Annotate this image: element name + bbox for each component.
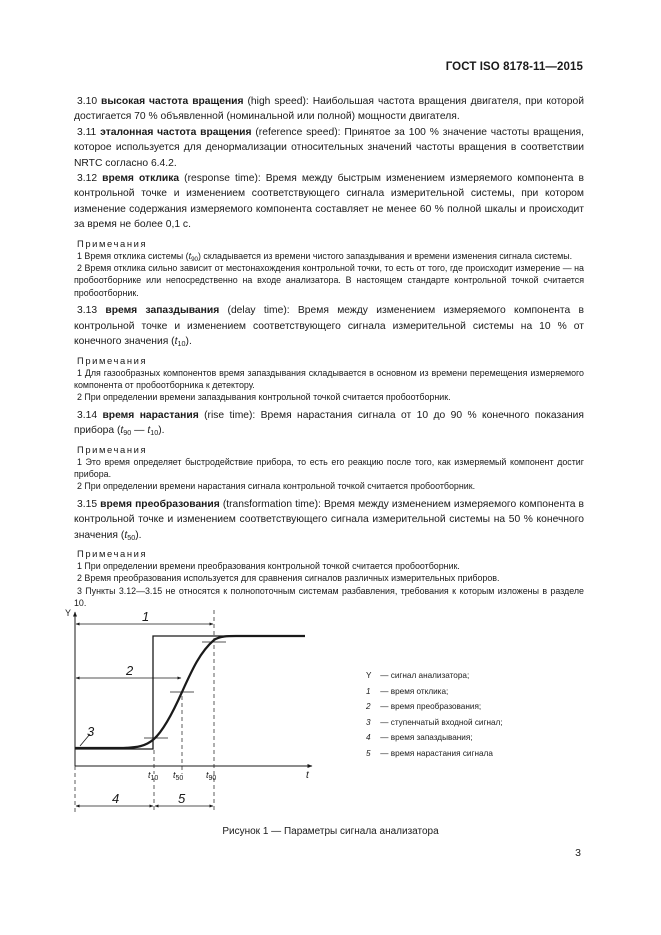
clause-text: (response time): Время между быстрым изменением измеряемого компонента в контрольной точке и изменением соответствующего сигнала измерительной системы, при котором изменение содержания измеряемого компонента составляет не менее 60 % полной шкалы и происходит за время не более 0,1 с. (74, 173, 584, 231)
note-3-12-2: 2 Время отклика сильно зависит от местонахождения контрольной точки, то есть от того, где происходит измерение — на пробоотборнике или непосредственно на входе анализатора. В настоящем стандарте контрольной точкой считается пробоотборник. (74, 263, 584, 298)
clause-3-10 (74, 94, 584, 125)
clause-number: 3.10 (77, 96, 98, 107)
note-3-12-1: 1 Время отклика системы $(t_{90})$ складывается из времени чистого запаздывания и времени изменения сигнала системы. (77, 250, 573, 263)
mark-4: 4 (112, 791, 120, 806)
clause-term: время запаздывания (105, 305, 220, 317)
analyzer-signal-figure (58, 600, 598, 830)
note-3-14-1: 1 Это время определяет быстродействие прибора, то есть его реакцию после того, как измеряемый компонент достиг прибора. (74, 456, 584, 479)
clause-number: 3.15 (77, 498, 98, 510)
clause-text: (reference speed): Принятое за 100 % значение частоты вращения, которое используется для денормализации относительных значений частоты вращения в соответствии NRTC согласно 6.4.2. (74, 126, 584, 169)
y-axis-label: Y (65, 608, 72, 618)
clause-term: время нарастания (102, 409, 199, 421)
note-3-14-2: 2 При определении времени нарастания сигнала контрольной точкой считается пробоотборник. (77, 481, 476, 492)
clause-term: время отклика (102, 173, 180, 185)
mark-3: 3 (87, 724, 95, 739)
clause-number: 3.12 (77, 173, 98, 185)
legend-item: 1 — время отклика; (366, 686, 449, 696)
tick-t90: $t_{90}$ (206, 770, 217, 782)
document-code: ГОСТ ISO 8178-11—2015 (445, 61, 583, 73)
clause-number: 3.14 (77, 409, 98, 421)
clause-term: эталонная частота вращения (100, 126, 252, 138)
page-number: 3 (575, 847, 581, 859)
clause-3-11 (74, 125, 584, 171)
clause-term: время преобразования (100, 498, 220, 510)
x-axis-label: t (306, 770, 309, 781)
note-3-13-1: 1 Для газообразных компонентов время запаздывания складывается в основном из времени перемещения измеряемого компонента от пробоотборника к детектору. (74, 367, 584, 390)
note-3-15-2: 2 Время преобразования используется для сравнения сигналов различных измерительных приборов. (77, 573, 500, 584)
notes-heading: Примечания (77, 354, 148, 366)
mark-5: 5 (178, 791, 186, 806)
clause-3-12 (74, 171, 584, 233)
legend-item: 3 — ступенчатый входной сигнал; (366, 717, 503, 727)
tick-t50: $t_{50}$ (173, 770, 184, 782)
figure-legend (366, 668, 503, 762)
clause-3-14: 3.14 время нарастания (rise time): Время нарастания сигнала от 10 до 90 % конечного показания прибора ($t_{90}$ — $t_{10}$). (74, 409, 584, 438)
note-3-13-2: 2 При определении времени запаздывания контрольной точкой считается пробоотборник. (77, 392, 451, 403)
legend-item: 5 — время нарастания сигнала (366, 748, 493, 758)
clause-number: 3.11 (77, 126, 97, 138)
mark-2: 2 (126, 663, 134, 678)
figure-caption: Рисунок 1 — Параметры сигнала анализатора (222, 826, 439, 837)
step-input-signal (75, 636, 305, 749)
clause-3-13: 3.13 время запаздывания (delay time): Время между изменением измеряемого компонента в контрольной точке и изменением соответствующего сигнала измерительной системы на 10 % от конечного значения $(t_{10})$. (74, 305, 584, 349)
clause-number: 3.13 (77, 305, 98, 317)
note-3-15-3: 3 Пункты 3.12—3.15 не относятся к полнопоточным системам разбавления, требования к которым изложены в разделе 10. (74, 585, 584, 609)
note-3-15-1: 1 При определении времени преобразования контрольной точкой считается пробоотборник. (77, 560, 460, 571)
notes-heading: Примечания (77, 237, 148, 249)
mark-1: 1 (142, 609, 150, 624)
tick-t10: $t_{10}$ (148, 770, 159, 782)
clause-3-15: 3.15 время преобразования (transformation time): Время между изменением измеряемого компонента в контрольной точке и изменением соответствующего сигнала измерительной системы на 50 % конечного значения $(t_{50})$. (74, 498, 584, 542)
notes-heading: Примечания (77, 547, 148, 559)
notes-heading: Примечания (77, 443, 148, 455)
clause-text: (high speed): Наибольшая частота вращения двигателя, при которой достигается 70 % объявленной (номинальной или полной) мощности двигателя. (74, 96, 584, 123)
legend-item: 2 — время преобразования; (366, 702, 482, 712)
document-body (74, 94, 584, 610)
legend-item: Y — сигнал анализатора; (366, 671, 470, 680)
legend-item: 4 — время запаздывания; (366, 733, 473, 743)
clause-term: высокая частота вращения (101, 96, 244, 107)
